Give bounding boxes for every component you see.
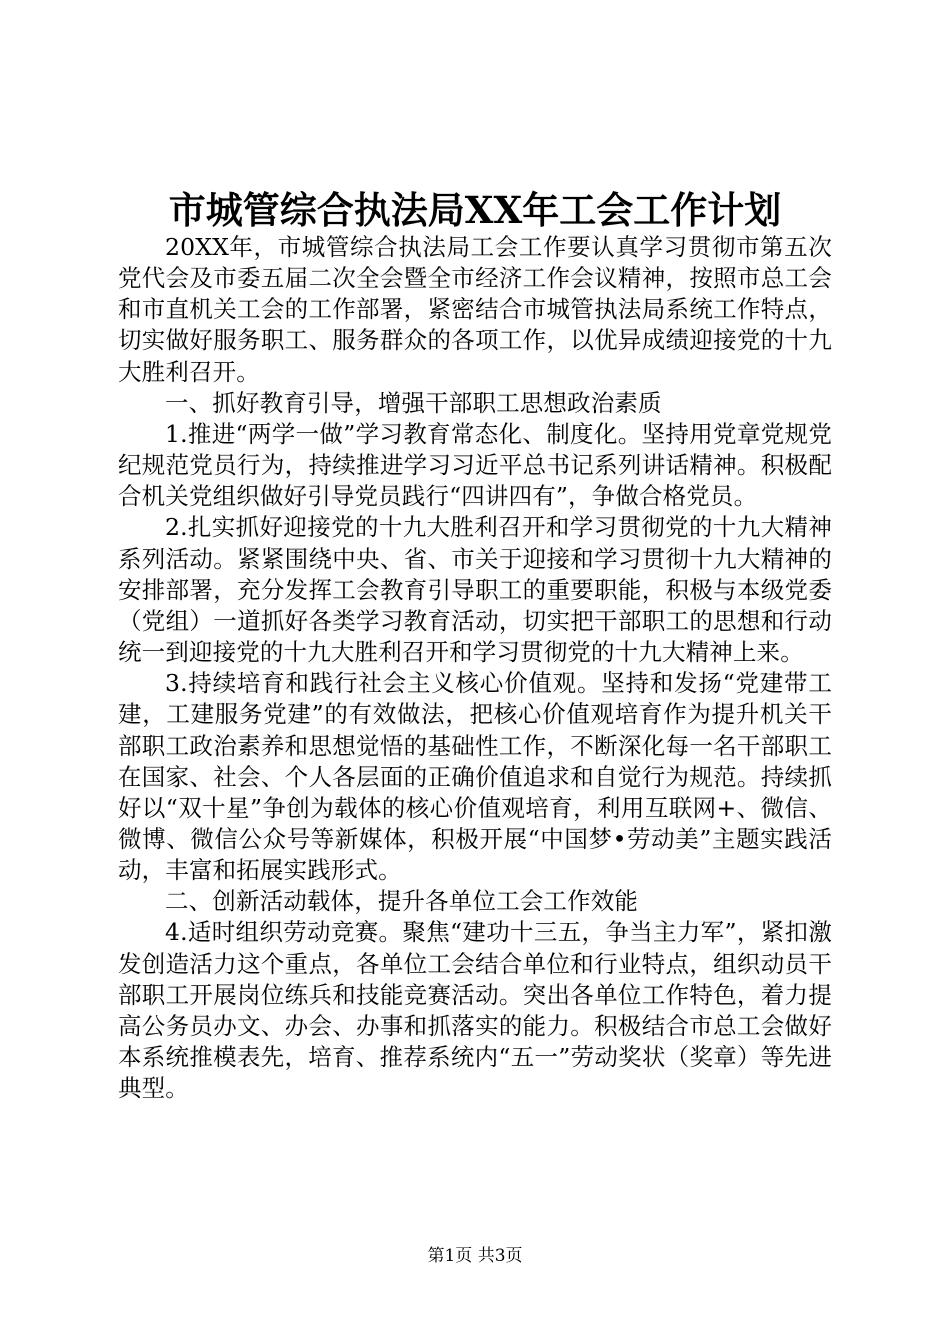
item-paragraph-2: 2.扎实抓好迎接党的十九大胜利召开和学习贯彻党的十九大精神系列活动。紧紧围绕中央、省、市关于迎接和学习贯彻十九大精神的安排部署，充分发挥工会教育引导职工的重要职能，积极与本级党委（党组）一道抓好各类学习教育活动，切实把干部职工的思想和行动统一到迎接党的十九大胜利召开和学习贯彻党的十九大精神上来。 <box>118 513 832 667</box>
document-body <box>118 232 832 1104</box>
item-paragraph-3: 3.持续培育和践行社会主义核心价值观。坚持和发扬“党建带工建，工建服务党建”的有效做法，把核心价值观培育作为提升机关干部职工政治素养和思想觉悟的基础性工作，不断深化每一名干部职工在国家、社会、个人各层面的正确价值追求和自觉行为规范。持续抓好以“双十星”争创为载体的核心价值观培育，利用互联网+、微信、微博、微信公众号等新媒体，积极开展“中国梦•劳动美”主题实践活动，丰富和拓展实践形式。 <box>118 669 832 885</box>
item-paragraph-1: 1.推进“两学一做”学习教育常态化、制度化。坚持用党章党规党纪规范党员行为，持续推进学习习近平总书记系列讲话精神。积极配合机关党组织做好引导党员践行“四讲四有”，争做合格党员。 <box>118 419 832 511</box>
section-heading-1: 一、抓好教育引导，增强干部职工思想政治素质 <box>165 388 662 417</box>
item-paragraph-4: 4.适时组织劳动竞赛。聚焦“建功十三五，争当主力军”，紧扣激发创造活力这个重点，各单位工会结合单位和行业特点，组织动员干部职工开展岗位练兵和技能竞赛活动。突出各单位工作特色，着力提高公务员办文、办会、办事和抓落实的能力。积极结合市总工会做好本系统推模表先，培育、推荐系统内“五一”劳动奖状（奖章）等先进典型。 <box>118 918 832 1103</box>
section-heading-2: 二、创新活动载体，提升各单位工会工作效能 <box>165 887 638 916</box>
page-footer: 第1页 共3页 <box>427 1246 523 1266</box>
document-title: 市城管综合执法局XX年工会工作计划 <box>168 188 782 232</box>
intro-paragraph: 20XX年，市城管综合执法局工会工作要认真学习贯彻市第五次党代会及市委五届二次全会暨全市经济工作会议精神，按照市总工会和市直机关工会的工作部署，紧密结合市城管执法局系统工作特点，切实做好服务职工、服务群众的各项工作，以优异成绩迎接党的十九大胜利召开。 <box>118 233 832 386</box>
